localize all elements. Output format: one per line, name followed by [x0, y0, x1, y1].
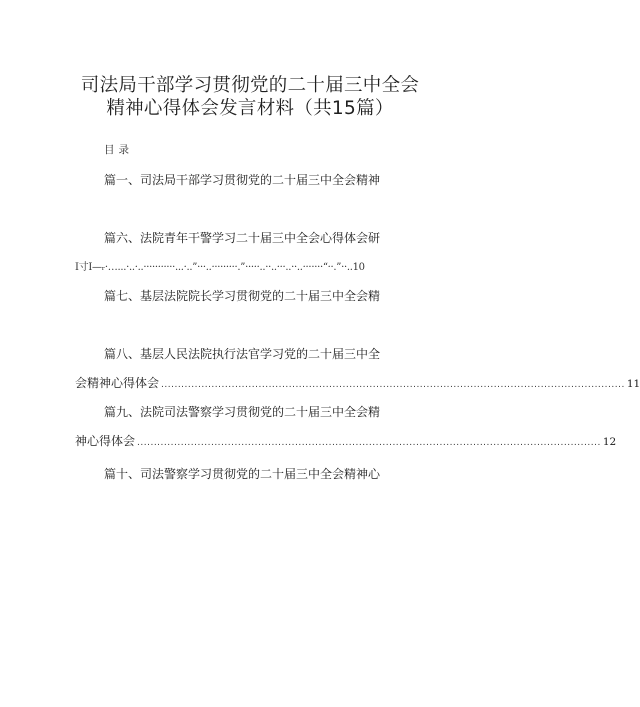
toc-entry-9-line-1[interactable]: 篇九、法院司法警察学习贯彻党的二十届三中全会精: [104, 405, 381, 419]
toc-entry-9-page-number: 12: [602, 436, 617, 448]
toc-entry-9-line-2[interactable]: [75, 433, 617, 451]
toc-entry-8-page-number: 11: [626, 378, 640, 390]
toc-entry-9-label: 神心得体会: [75, 434, 136, 448]
dot-leader: ..........................................................................................................................................: [161, 380, 625, 390]
toc-entry-7[interactable]: 篇七、基层法院院长学习贯彻党的二十届三中全会精: [104, 289, 381, 303]
toc-entry-1[interactable]: 篇一、司法局干部学习贯彻党的二十届三中全会精神: [104, 173, 381, 187]
document-title-line-1: 司法局干部学习贯彻党的二十届三中全会: [80, 75, 420, 96]
toc-heading: 目录: [104, 144, 133, 156]
toc-entry-8-label: 会精神心得体会: [75, 376, 160, 390]
toc-entry-6-garbled-leader: I寸I—ᵣ·…...·..·..···········...·..”···..·········.”·····..··..···..··..·······“··.”··..10: [75, 262, 365, 273]
document-title-line-2: 精神心得体会发言材料（共15篇）: [106, 98, 394, 119]
dot-leader: ..........................................................................................................................................: [137, 438, 601, 448]
toc-entry-6[interactable]: 篇六、法院青年干警学习二十届三中全会心得体会研: [104, 231, 381, 245]
toc-entry-8-line-1[interactable]: 篇八、基层人民法院执行法官学习党的二十届三中全: [104, 347, 381, 361]
toc-entry-8-line-2[interactable]: [75, 375, 640, 393]
toc-entry-10[interactable]: 篇十、司法警察学习贯彻党的二十届三中全会精神心: [104, 467, 381, 481]
